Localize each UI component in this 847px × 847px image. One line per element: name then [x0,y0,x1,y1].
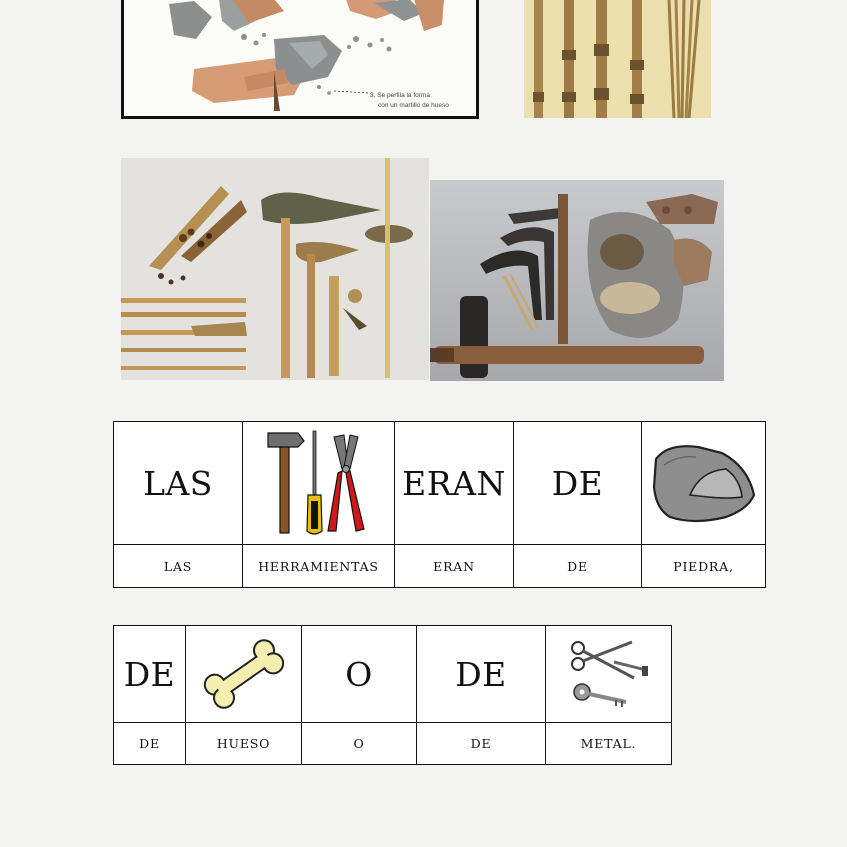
spear-shafts-photo [524,0,711,118]
caption-line-2: con un martillo de hueso [378,102,449,109]
stone-pictogram [648,437,760,529]
big-word-cell-o [302,626,417,723]
tools-pictogram [264,427,374,539]
big-word-de-2: DE [123,654,176,694]
big-word-o: O [345,654,373,694]
big-word-cell-de-2 [114,626,186,723]
big-word-cell-las [114,422,243,545]
big-word-eran: ERAN [402,463,506,503]
bone-tools-photo [121,158,429,380]
sickles-grindstone-photo [430,180,724,381]
small-word-eran: ERAN [433,558,475,574]
small-word-cell-o [302,723,417,764]
small-word-de-3: DE [470,736,492,751]
small-word-metal: METAL. [580,736,637,751]
big-word-de: DE [551,463,604,503]
small-word-cell-metal [546,723,671,764]
big-word-cell-de [514,422,642,545]
small-word-piedra: PIEDRA, [673,558,734,574]
tools-pictogram-cell [243,422,395,545]
small-word-de-2: DE [139,736,160,751]
small-word-cell-de-3 [417,723,546,764]
small-word-de: DE [567,558,588,574]
small-word-o: O [353,736,365,751]
big-word-de-3: DE [455,654,507,694]
big-word-cell-eran [395,422,514,545]
sentence-row-2 [113,625,672,765]
flint-knapping-illustration [121,0,479,119]
big-word-cell-de-3 [417,626,546,723]
small-word-cell-de-2 [114,723,186,764]
small-word-las: LAS [163,558,193,574]
big-word-las: LAS [143,463,213,503]
small-word-herramientas: HERRAMIENTAS [258,558,379,574]
small-word-cell-hueso [186,723,302,764]
small-word-cell-las [114,545,243,587]
metal-objects-pictogram-cell [546,626,671,723]
sentence-row-1 [113,421,766,588]
bone-pictogram-cell [186,626,302,723]
small-word-cell-herramientas [243,545,395,587]
metal-objects-pictogram [564,634,654,714]
bone-pictogram [194,631,294,717]
small-word-cell-de [514,545,642,587]
caption-line-1: 3. Se perfila la forma [370,92,430,99]
small-word-cell-eran [395,545,514,587]
small-word-cell-piedra [642,545,765,587]
stone-pictogram-cell [642,422,765,545]
small-word-hueso: HUESO [216,736,271,751]
